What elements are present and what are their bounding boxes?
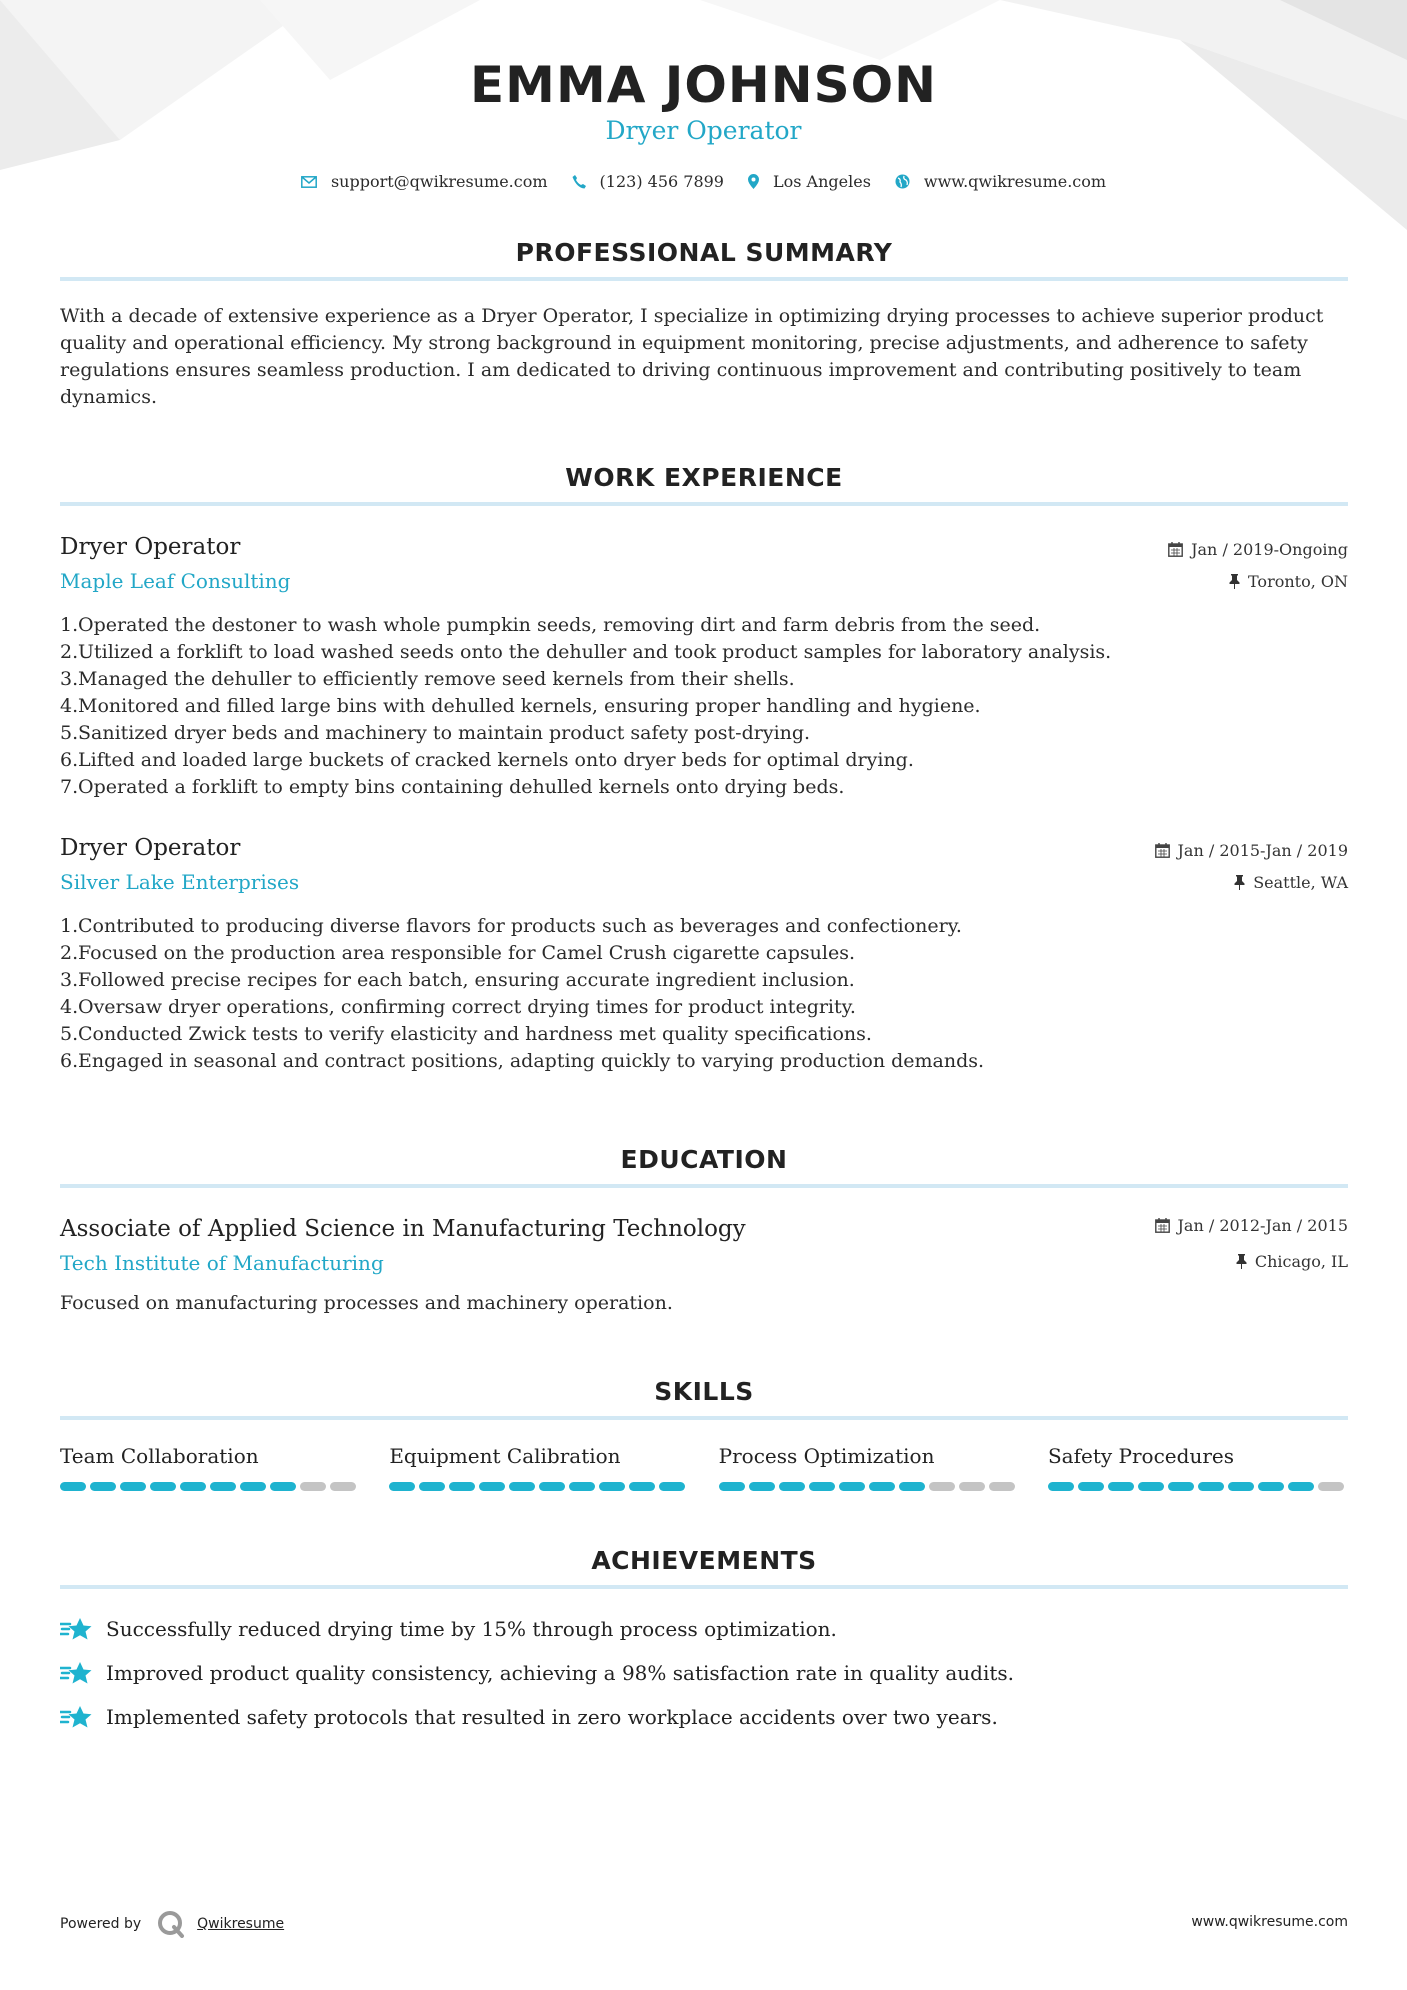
skill-segment-filled (899, 1482, 925, 1491)
job-location-text: Toronto, ON (1248, 572, 1348, 591)
skill-segment-empty (959, 1482, 985, 1491)
pushpin-icon (1229, 574, 1240, 589)
skill-segment-filled (1198, 1482, 1224, 1491)
skill-item (60, 1444, 360, 1491)
list-item: 3. Managed the dehuller to efficiently remove seed kernels from their shells. (60, 668, 795, 690)
q-logo-icon (157, 1910, 185, 1938)
contact-phone-text: (123) 456 7899 (599, 172, 724, 191)
job-role: Dryer Operator (60, 835, 241, 861)
powered-by (60, 1910, 284, 1938)
skill-segment-filled (389, 1482, 415, 1491)
skill-name: Equipment Calibration (389, 1444, 621, 1468)
skill-segment-filled (599, 1482, 625, 1491)
education-date-text: Jan / 2012-Jan / 2015 (1177, 1216, 1348, 1235)
skills-list (60, 1444, 1348, 1491)
skill-item (719, 1444, 1019, 1491)
skill-segment-empty (1318, 1482, 1344, 1491)
skill-segment-filled (659, 1482, 685, 1491)
skill-segment-filled (1168, 1482, 1194, 1491)
achievements-list (60, 1607, 1348, 1739)
skill-segment-empty (989, 1482, 1015, 1491)
skill-segment-empty (330, 1482, 356, 1491)
skill-segment-empty (929, 1482, 955, 1491)
job-company: Maple Leaf Consulting (60, 569, 291, 593)
resume-header (0, 56, 1407, 145)
job-date-text: Jan / 2015-Jan / 2019 (1177, 841, 1348, 860)
list-item: 6. Lifted and loaded large buckets of cracked kernels onto dryer beds for optimal drying. (60, 749, 914, 771)
calendar-icon (1155, 1218, 1170, 1233)
experience-divider (60, 502, 1348, 506)
contact-location (748, 172, 871, 191)
skill-segment-filled (1228, 1482, 1254, 1491)
phone-icon (572, 175, 586, 189)
skill-segment-filled (1078, 1482, 1104, 1491)
list-item: 3. Followed precise recipes for each batch, ensuring accurate ingredient inclusion. (60, 969, 855, 991)
list-item: 2. Focused on the production area responsible for Camel Crush cigarette capsules. (60, 942, 856, 964)
summary-text: With a decade of extensive experience as a Dryer Operator, I specialize in optimizing drying processes to achieve superior product quality and operational efficiency. My strong background in equipment monitoring, precise adjustments, and adherence to safety regulations ensures seamless production. I am dedicated to driving continuous improvement and contributing positively to team dynamics. (60, 305, 1324, 408)
footer-url[interactable]: www.qwikresume.com (1191, 1914, 1348, 1930)
job-date-text: Jan / 2019-Ongoing (1191, 540, 1348, 559)
skills-heading: SKILLS (654, 1377, 754, 1406)
job-company: Silver Lake Enterprises (60, 870, 300, 894)
skill-segment-filled (629, 1482, 655, 1491)
contact-phone[interactable] (572, 172, 724, 191)
skill-segment-filled (749, 1482, 775, 1491)
envelope-icon (301, 176, 317, 188)
achievement-item (60, 1607, 1348, 1651)
experience-section (60, 463, 1348, 506)
pushpin-icon (1236, 1254, 1247, 1269)
job-location (1234, 873, 1348, 892)
list-item: 1. Operated the destoner to wash whole pumpkin seeds, removing dirt and farm debris from the seed. (60, 614, 1041, 636)
skill-segment-filled (839, 1482, 865, 1491)
list-item: 1. Contributed to producing diverse flavors for products such as beverages and confectionery. (60, 915, 962, 937)
achievement-item (60, 1651, 1348, 1695)
skills-divider (60, 1416, 1348, 1420)
brand-link[interactable]: Qwikresume (197, 1916, 285, 1932)
skill-segment-filled (419, 1482, 445, 1491)
job-role: Dryer Operator (60, 534, 241, 560)
skill-segment-filled (270, 1482, 296, 1491)
skill-segment-filled (1258, 1482, 1284, 1491)
summary-section (60, 238, 1348, 411)
achievements-heading: ACHIEVEMENTS (591, 1546, 817, 1575)
skill-segment-filled (180, 1482, 206, 1491)
skill-item (389, 1444, 689, 1491)
education-section (60, 1145, 1348, 1188)
skill-level-bar (1048, 1482, 1348, 1491)
list-item: 4. Oversaw dryer operations, confirming correct drying times for product integrity. (60, 996, 856, 1018)
skill-level-bar (719, 1482, 1019, 1491)
candidate-title: Dryer Operator (605, 116, 802, 145)
skill-segment-empty (300, 1482, 326, 1491)
skill-segment-filled (60, 1482, 86, 1491)
education-description: Focused on manufacturing processes and machinery operation. (60, 1292, 673, 1314)
skill-segment-filled (1138, 1482, 1164, 1491)
job-location (1229, 572, 1348, 591)
education-heading: EDUCATION (620, 1145, 788, 1174)
education-date (1155, 1216, 1348, 1235)
skill-segment-filled (539, 1482, 565, 1491)
education-location (1236, 1252, 1348, 1271)
job-location-text: Seattle, WA (1253, 873, 1348, 892)
calendar-icon (1168, 542, 1183, 557)
skill-segment-filled (150, 1482, 176, 1491)
calendar-icon (1155, 843, 1170, 858)
achievements-divider (60, 1585, 1348, 1589)
map-pin-icon (748, 174, 759, 189)
job-bullets (60, 913, 1348, 1075)
skill-segment-filled (1108, 1482, 1134, 1491)
contact-website[interactable] (895, 172, 1106, 191)
contact-website-text: www.qwikresume.com (923, 172, 1107, 191)
skill-segment-filled (509, 1482, 535, 1491)
experience-heading: WORK EXPERIENCE (565, 463, 843, 492)
contact-email-text: support@qwikresume.com (330, 172, 548, 191)
skill-level-bar (389, 1482, 689, 1491)
skill-item (1048, 1444, 1348, 1491)
job-bullets (60, 612, 1348, 801)
skill-name: Team Collaboration (60, 1444, 259, 1468)
skill-name: Safety Procedures (1047, 1444, 1234, 1468)
skill-segment-filled (449, 1482, 475, 1491)
skill-segment-filled (479, 1482, 505, 1491)
degree-name: Associate of Applied Science in Manufacturing Technology (60, 1216, 746, 1242)
skill-segment-filled (210, 1482, 236, 1491)
skill-segment-filled (240, 1482, 266, 1491)
achievement-text: Implemented safety protocols that resulted in zero workplace accidents over two years. (106, 1705, 998, 1729)
job-entry (60, 534, 1348, 801)
achievement-text: Successfully reduced drying time by 15% through process optimization. (106, 1617, 837, 1641)
summary-heading: PROFESSIONAL SUMMARY (515, 238, 893, 267)
skill-level-bar (60, 1482, 360, 1491)
skill-segment-filled (1288, 1482, 1314, 1491)
contact-location-text: Los Angeles (772, 172, 871, 191)
job-date (1168, 540, 1348, 559)
summary-divider (60, 277, 1348, 281)
pushpin-icon (1234, 875, 1245, 890)
globe-icon (895, 174, 910, 189)
list-item: 7. Operated a forklift to empty bins containing dehulled kernels onto drying beds. (60, 776, 845, 798)
list-item: 2. Utilized a forklift to load washed seeds onto the dehuller and took product samples for laboratory analysis. (60, 641, 1112, 663)
education-divider (60, 1184, 1348, 1188)
list-item: 5. Conducted Zwick tests to verify elasticity and hardness met quality specifications. (60, 1023, 872, 1045)
list-item: 5. Sanitized dryer beds and machinery to maintain product safety post-drying. (60, 722, 811, 744)
star-icon (60, 1660, 92, 1686)
skill-segment-filled (779, 1482, 805, 1491)
skills-section (60, 1377, 1348, 1491)
education-location-text: Chicago, IL (1254, 1252, 1348, 1271)
contact-email[interactable] (301, 172, 548, 191)
skill-name: Process Optimization (718, 1444, 935, 1468)
skill-segment-filled (719, 1482, 745, 1491)
powered-by-label: Powered by (60, 1916, 142, 1932)
achievement-item (60, 1695, 1348, 1739)
list-item: 6. Engaged in seasonal and contract positions, adapting quickly to varying production demands. (60, 1050, 985, 1072)
education-entry (60, 1216, 1348, 1314)
list-item: 4. Monitored and filled large bins with dehulled kernels, ensuring proper handling and hygiene. (60, 695, 981, 717)
skill-segment-filled (120, 1482, 146, 1491)
star-icon (60, 1616, 92, 1642)
page-footer (60, 1900, 1348, 1940)
contact-bar (0, 172, 1407, 191)
skill-segment-filled (90, 1482, 116, 1491)
candidate-name: EMMA JOHNSON (470, 56, 937, 114)
skill-segment-filled (1048, 1482, 1074, 1491)
skill-segment-filled (869, 1482, 895, 1491)
school-name: Tech Institute of Manufacturing (60, 1251, 384, 1275)
achievement-text: Improved product quality consistency, achieving a 98% satisfaction rate in quality audits. (106, 1661, 1014, 1685)
skill-segment-filled (809, 1482, 835, 1491)
job-date (1155, 841, 1348, 860)
job-entry (60, 835, 1348, 1075)
achievements-section (60, 1546, 1348, 1739)
skill-segment-filled (569, 1482, 595, 1491)
star-icon (60, 1704, 92, 1730)
